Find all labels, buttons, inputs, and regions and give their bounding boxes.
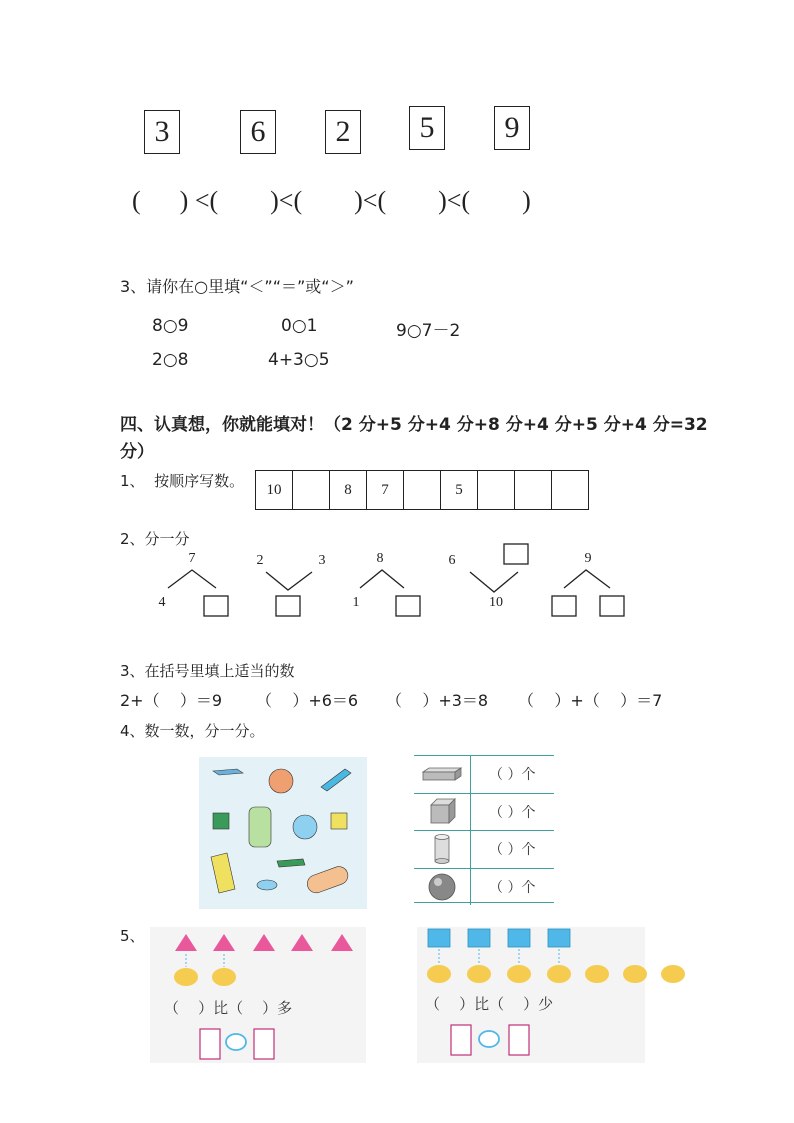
split-number: 2 xyxy=(256,553,264,568)
number-box: 5 xyxy=(409,106,445,150)
sequence-cell[interactable]: 10 xyxy=(256,471,293,509)
compare-item: 4+3○5 xyxy=(268,350,330,370)
answer-box xyxy=(600,596,624,616)
table-row xyxy=(414,869,554,906)
sequence-cell[interactable]: 5 xyxy=(441,471,478,509)
split-number: 9 xyxy=(584,551,592,566)
sequence-cell[interactable]: 8 xyxy=(330,471,367,509)
sequence-table xyxy=(255,470,589,510)
circle-shape xyxy=(174,968,198,986)
compare-circle xyxy=(479,1031,499,1047)
split-diagrams xyxy=(0,540,794,620)
answer-box xyxy=(451,1025,471,1055)
split-number: 4 xyxy=(158,595,166,610)
cylinder-icon xyxy=(432,833,452,865)
table-row xyxy=(414,794,554,832)
number-box: 3 xyxy=(144,110,180,154)
q4-label: 4、数一数，分一分。 xyxy=(120,722,265,740)
circle-shape xyxy=(427,965,451,983)
answer-box xyxy=(254,1029,274,1059)
square-shape xyxy=(508,929,530,947)
count-answer[interactable]: （ ）个 xyxy=(489,804,536,821)
section-title: 四、认真想，你就能填对！（2 分+5 分+4 分+8 分+4 分+5 分+4 分=32 xyxy=(120,415,708,435)
count-table xyxy=(414,755,554,903)
cube-shape xyxy=(213,813,229,829)
compare-circle xyxy=(226,1034,246,1050)
equation: （ ）+（ ）＝7 xyxy=(518,691,663,710)
number-box: 9 xyxy=(494,106,530,150)
answer-box xyxy=(552,596,576,616)
compare-panel-right xyxy=(417,927,689,1063)
sphere-icon xyxy=(427,872,457,902)
circle-shape xyxy=(467,965,491,983)
compare-item: 0○1 xyxy=(281,316,318,336)
cylinder-shape xyxy=(249,807,271,847)
q5-label: 5、 xyxy=(120,927,145,945)
number-box: 2 xyxy=(325,110,361,154)
square-shape xyxy=(548,929,570,947)
table-row xyxy=(414,756,554,794)
table-row xyxy=(414,831,554,869)
answer-box xyxy=(504,544,528,564)
count-answer[interactable]: （ ）个 xyxy=(489,767,536,784)
compare-item: 8○9 xyxy=(152,316,189,336)
split-number: 6 xyxy=(448,553,456,568)
compare-item: 2○8 xyxy=(152,350,189,370)
order-comparison-row: ( ) <( )<( )<( )<( ) xyxy=(132,186,531,215)
shapes-panel xyxy=(199,757,367,909)
circle-shape xyxy=(507,965,531,983)
cylinder-shape xyxy=(257,880,277,890)
split-number: 7 xyxy=(188,551,196,566)
circle-shape xyxy=(623,965,647,983)
split-number: 8 xyxy=(376,551,384,566)
cube-icon xyxy=(427,797,457,827)
compare-item: 9○7－2 xyxy=(396,321,461,341)
cuboid-icon xyxy=(421,766,463,782)
split-number: 3 xyxy=(318,553,326,568)
q3b-label: 3、在括号里填上适当的数 xyxy=(120,662,295,680)
split-number: 1 xyxy=(352,595,360,610)
answer-box xyxy=(200,1029,220,1059)
answer-box xyxy=(396,596,420,616)
sequence-cell[interactable] xyxy=(293,471,330,509)
answer-box xyxy=(204,596,228,616)
number-box: 6 xyxy=(240,110,276,154)
compare-text: （ ）比（ ）少 xyxy=(425,995,554,1013)
split-number: 10 xyxy=(489,595,503,610)
answer-box xyxy=(509,1025,529,1055)
sequence-cell[interactable] xyxy=(404,471,441,509)
compare-panel-left xyxy=(150,927,366,1063)
square-shape xyxy=(428,929,450,947)
q3-title: 3、请你在○里填“＜”“＝”或“＞” xyxy=(120,277,354,296)
equation: （ ）+6＝6 xyxy=(256,691,359,710)
compare-text: （ ）比（ ）多 xyxy=(164,999,293,1017)
q1-label: 1、 按顺序写数。 xyxy=(120,472,245,490)
circle-shape xyxy=(585,965,609,983)
cube-shape xyxy=(331,813,347,829)
sequence-cell[interactable] xyxy=(552,471,588,509)
square-shape xyxy=(468,929,490,947)
sequence-cell[interactable] xyxy=(515,471,552,509)
circle-shape xyxy=(212,968,236,986)
q2-label: 2、分一分 xyxy=(120,530,190,548)
count-answer[interactable]: （ ）个 xyxy=(489,842,536,859)
sequence-cell[interactable] xyxy=(478,471,515,509)
equation: （ ）+3＝8 xyxy=(386,691,489,710)
sphere-shape xyxy=(293,815,317,839)
sequence-cell[interactable]: 7 xyxy=(367,471,404,509)
sphere-shape xyxy=(269,769,293,793)
count-answer[interactable]: （ ）个 xyxy=(489,879,536,896)
equation: 2+（ ）＝9 xyxy=(120,691,223,710)
circle-shape xyxy=(547,965,571,983)
section-title-cont: 分） xyxy=(120,442,154,462)
answer-box xyxy=(276,596,300,616)
circle-shape xyxy=(661,965,685,983)
